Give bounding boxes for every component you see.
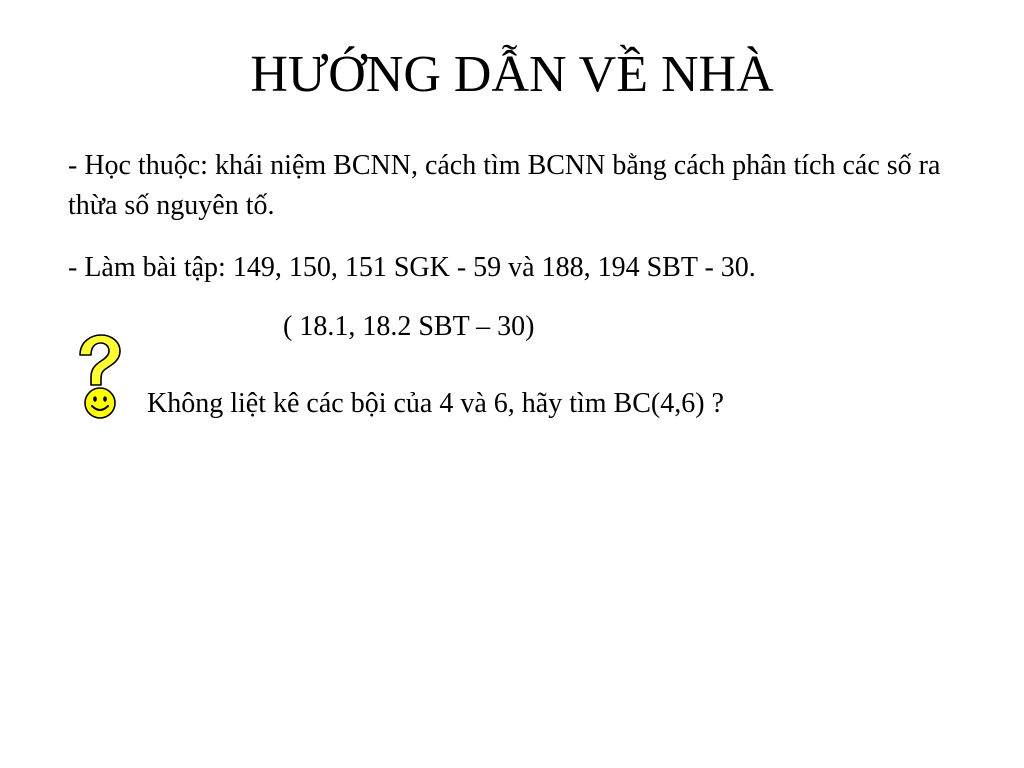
question-smiley-icon	[74, 333, 124, 423]
homework-extra-exercises: ( 18.1, 18.2 SBT – 30)	[283, 311, 535, 342]
question-mark-icon	[80, 335, 120, 385]
homework-instruction-exercises: - Làm bài tập: 149, 150, 151 SGK - 59 và 188, 194 SBT - 30.	[68, 252, 756, 283]
smiley-icon	[85, 388, 115, 418]
homework-instruction-study: - Học thuộc: khái niệm BCNN, cách tìm BCNN bằng cách phân tích các số ra thừa số nguyên tố.	[68, 150, 941, 221]
challenge-question: Không liệt kê các bội của 4 và 6, hãy tìm BC(4,6) ?	[147, 388, 724, 419]
slide-title: HƯỚNG DẪN VỀ NHÀ	[250, 46, 774, 103]
